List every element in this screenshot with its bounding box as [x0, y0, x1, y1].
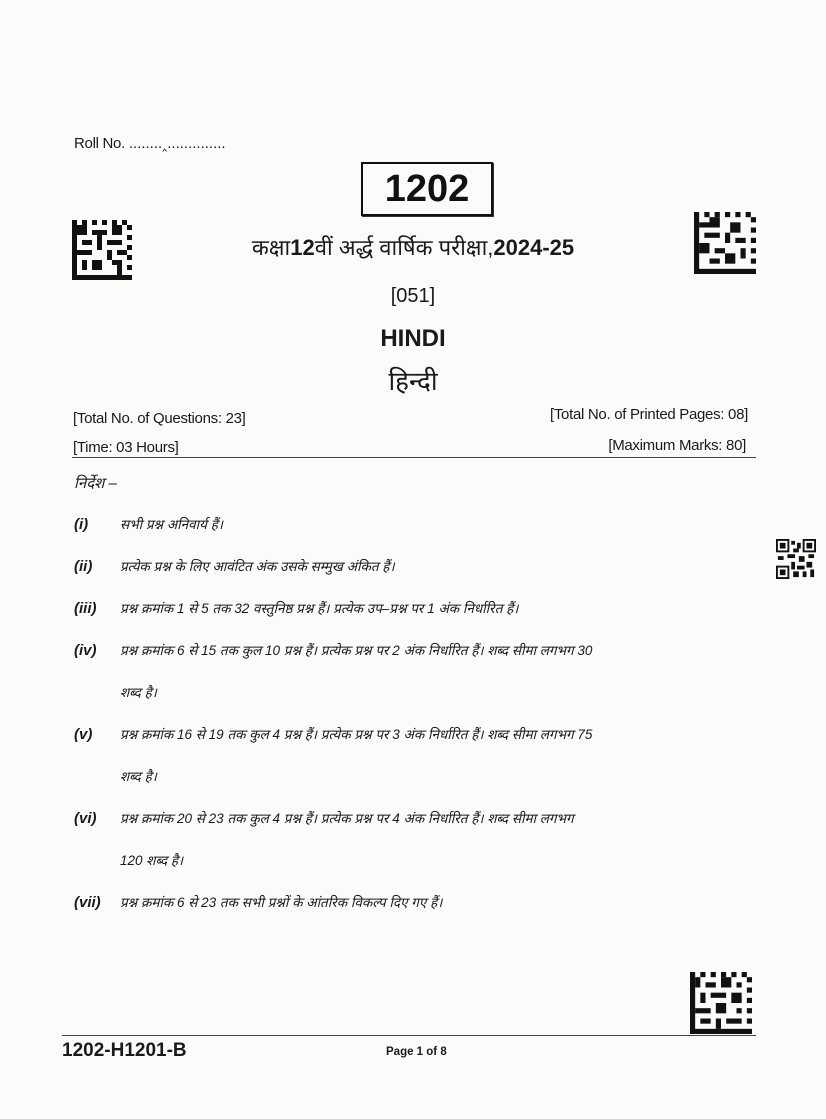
- instruction-text-block: [120, 630, 592, 714]
- instructions-list: [74, 504, 754, 924]
- instruction-item: [74, 714, 754, 798]
- instruction-number: (iv): [74, 642, 97, 659]
- instruction-text: प्रत्येक प्रश्न के लिए आवंटित अंक उसके सम्मुख अंकित हैं।: [120, 559, 395, 574]
- subject-name-english: HINDI: [380, 325, 446, 352]
- paper-code-box: 1202: [361, 162, 493, 216]
- instruction-number: (v): [74, 726, 93, 743]
- exam-title-prefix: कक्षा: [251, 235, 291, 260]
- instruction-item: [74, 882, 754, 924]
- instruction-text: प्रश्न क्रमांक 16 से 19 तक कुल 4 प्रश्न हैं। प्रत्येक प्रश्न पर 3 अंक निर्धारित हैं। शब्द सीमा लगभग 75: [120, 727, 593, 742]
- instruction-number: (i): [74, 516, 89, 533]
- instruction-number: (ii): [74, 558, 93, 575]
- roll-number-field: [74, 134, 226, 152]
- instruction-text-block: [120, 798, 574, 882]
- footer-divider: [62, 1035, 756, 1036]
- total-questions: [Total No. of Questions: 23]: [73, 410, 246, 427]
- instruction-text: प्रश्न क्रमांक 6 से 23 तक सभी प्रश्नों के आंतरिक विकल्प दिए गए हैं।: [120, 895, 443, 910]
- total-printed-pages: [Total No. of Printed Pages: 08]: [549, 406, 748, 423]
- instruction-text-block: [120, 714, 592, 798]
- booklet-code: 1202-H1201-B: [62, 1040, 187, 1061]
- exam-title: [0, 232, 826, 262]
- instruction-text-continued: शब्द है।: [120, 685, 157, 700]
- instruction-text: सभी प्रश्न अनिवार्य हैं।: [120, 517, 224, 532]
- instruction-text: प्रश्न क्रमांक 1 से 5 तक 32 वस्तुनिष्ठ प्रश्न हैं। प्रत्येक उप–प्रश्न पर 1 अंक निर्धारित हैं।: [120, 601, 519, 616]
- instruction-number: (iii): [74, 600, 97, 617]
- maximum-marks: [Maximum Marks: 80]: [608, 437, 746, 454]
- instruction-text: प्रश्न क्रमांक 20 से 23 तक कुल 4 प्रश्न हैं। प्रत्येक प्रश्न पर 4 अंक निर्धारित हैं। शब्द सीमा लगभग: [120, 811, 574, 826]
- instruction-text: प्रश्न क्रमांक 6 से 15 तक कुल 10 प्रश्न हैं। प्रत्येक प्रश्न पर 2 अंक निर्धारित हैं। शब्द सीमा लगभग 30: [120, 643, 593, 658]
- page-indicator: Page 1 of 8: [386, 1046, 447, 1058]
- header-divider: [72, 457, 756, 458]
- instruction-item: [74, 588, 754, 630]
- exam-class: 12: [290, 235, 315, 260]
- subject-name-hindi: हिन्दी: [388, 366, 438, 396]
- instruction-item: [74, 798, 754, 882]
- exam-title-middle: वीं अर्द्ध वार्षिक परीक्षा,: [314, 235, 494, 260]
- instruction-item: [74, 546, 754, 588]
- exam-year: 2024-25: [493, 235, 575, 260]
- roll-number-blank: ........‸..............: [128, 135, 226, 152]
- qr-code-icon: [776, 539, 816, 579]
- instruction-item: [74, 504, 754, 546]
- instruction-number: (vii): [74, 894, 101, 911]
- instructions-heading: निर्देश –: [74, 475, 117, 492]
- instruction-number: (vi): [74, 810, 97, 827]
- datamatrix-code-icon: [690, 972, 752, 1034]
- instruction-text-continued: 120 शब्द है।: [120, 853, 184, 868]
- subject-code: [051]: [390, 285, 436, 307]
- exam-time: [Time: 03 Hours]: [73, 439, 179, 456]
- roll-number-label: Roll No.: [74, 135, 125, 152]
- instruction-item: [74, 630, 754, 714]
- instruction-text-continued: शब्द है।: [120, 769, 157, 784]
